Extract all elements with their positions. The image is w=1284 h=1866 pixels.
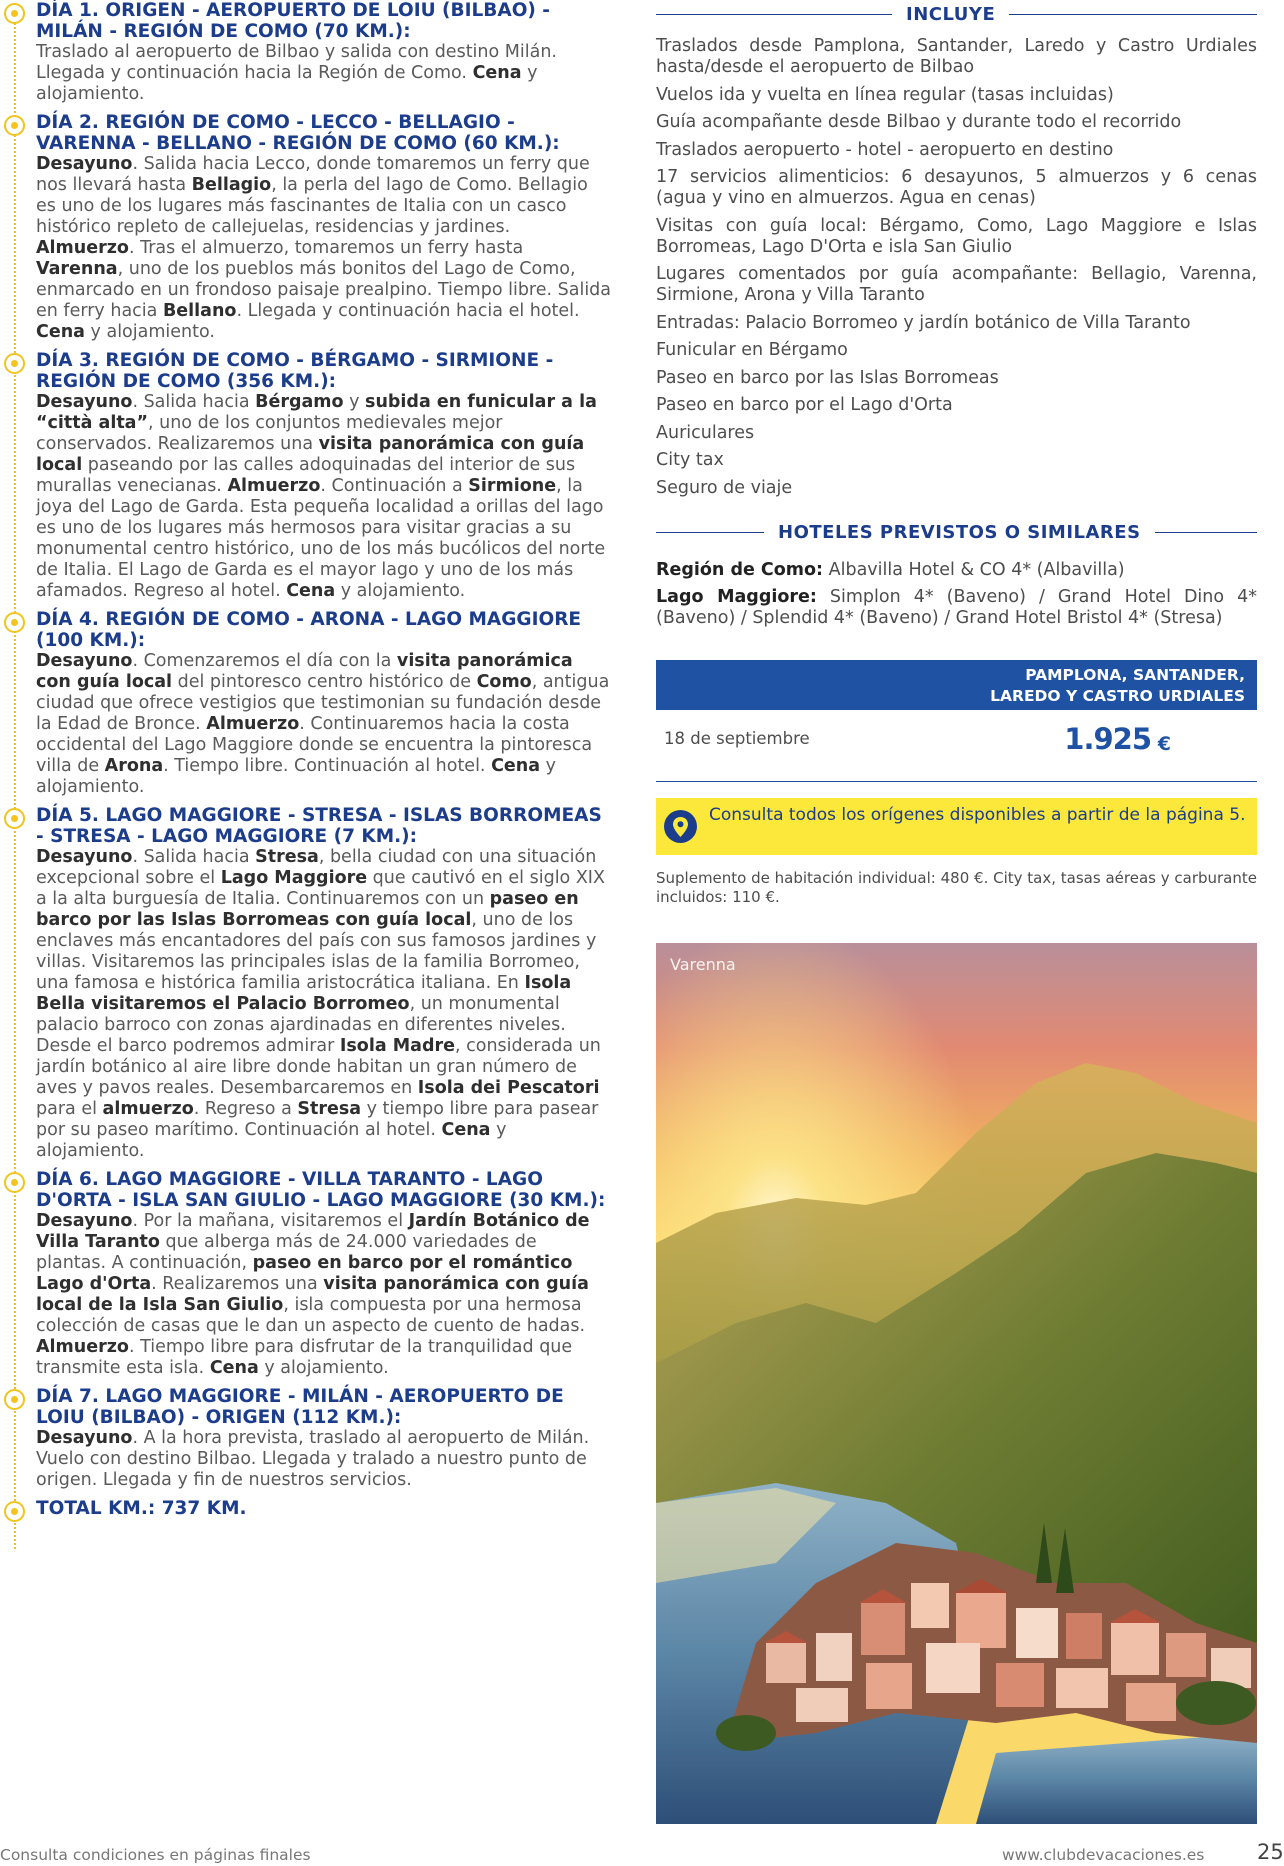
- incluye-item: Visitas con guía local: Bérgamo, Como, Lago Maggiore e Islas Borromeas, Lago D'Orta e isla San Giulio: [656, 215, 1257, 257]
- price-origin-line2: LAREDO Y CASTRO URDIALES: [990, 686, 1245, 705]
- varenna-landscape-image: [656, 943, 1257, 1824]
- day-text-bold: Lago Maggiore: [220, 868, 368, 888]
- day-text-bold: Isola dei Pescatori: [417, 1078, 600, 1098]
- itinerary-day: [0, 805, 612, 1162]
- day-text-bold: Bérgamo: [255, 392, 344, 412]
- day-text-bold: Cena: [491, 756, 541, 776]
- day-text-bold: Almuerzo: [227, 476, 321, 496]
- day-title: DÍA 5. LAGO MAGGIORE - STRESA - ISLAS BORROMEAS - STRESA - LAGO MAGGIORE (7 KM.):: [36, 805, 602, 847]
- itinerary-column: [0, 0, 612, 1526]
- day-text-segment: , un monumental palacio barroco con zonas ajardinadas en diferentes niveles. Desde el barco podremos admirar: [36, 994, 566, 1056]
- day-text-bold: Desayuno: [36, 847, 133, 867]
- day-marker-icon: [4, 1389, 25, 1410]
- varenna-photo: [656, 943, 1257, 1824]
- day-description: [36, 154, 612, 343]
- day-text-segment: , la perla del lago de Como. Bellagio es uno de los lugares más fascinantes de Italia con un casco histórico repleto de callejuelas, residencias y jardines.: [36, 175, 588, 237]
- day-text-bold: Desayuno: [36, 651, 133, 671]
- day-text-bold: Desayuno: [36, 1428, 133, 1448]
- footer-conditions: Consulta condiciones en páginas finales: [0, 1846, 311, 1864]
- day-text-segment: . Realizaremos una: [151, 1274, 324, 1294]
- hotel-list: [656, 560, 1257, 629]
- incluye-item: Auriculares: [656, 422, 755, 443]
- day-text-segment: , uno de los pueblos más bonitos del Lago de Como, enmarcado en un frondoso paisaje prealpino. Tiempo libre. Salida en ferry hacia: [36, 259, 612, 321]
- day-text-bold: Almuerzo: [36, 1337, 129, 1357]
- photo-caption: Varenna: [670, 954, 736, 974]
- day-text-segment: y alojamiento.: [84, 322, 215, 342]
- day-text-segment: , uno de los conjuntos medievales mejor conservados. Realizaremos una: [36, 413, 503, 454]
- day-text-bold: Como: [476, 672, 532, 692]
- day-text-bold: Stresa: [297, 1099, 362, 1119]
- day-text-segment: . Tiempo libre para disfrutar de la tranquilidad que transmite esta isla.: [36, 1337, 573, 1378]
- day-text-bold: Desayuno: [36, 1211, 133, 1231]
- hoteles-header: [656, 520, 1257, 546]
- day-text-bold: paseo en barco por el romántico Lago d'Orta: [36, 1253, 573, 1294]
- incluye-item: 17 servicios alimenticios: 6 desayunos, 5 almuerzos y 6 cenas (agua y vino en almuerzos. Agua en cenas): [656, 167, 1257, 208]
- day-text-segment: , considerada un jardín botánico al aire libre donde habitan un gran número de aves y pavos reales. Desembarcaremos en: [36, 1036, 601, 1098]
- day-text-segment: que alberga más de 24.000 variedades de plantas. A continuación,: [36, 1232, 537, 1273]
- incluye-item: Paseo en barco por las Islas Borromeas: [656, 367, 999, 388]
- day-text-bold: Desayuno: [36, 154, 133, 174]
- day-text-segment: que cautivó en el siglo XIX a la alta burguesía de Italia. Continuaremos con un: [36, 868, 605, 909]
- day-marker-icon: [4, 353, 25, 374]
- day-text-bold: paseo en barco por las Islas Borromeas con guía local: [36, 889, 579, 930]
- hotel-names: Simplon 4* (Baveno) / Grand Hotel Dino 4* (Baveno) / Splendid 4* (Baveno) / Grand Hotel Bristol 4* (Stresa): [656, 586, 1257, 628]
- day-text-segment: y: [343, 392, 366, 412]
- hoteles-title: HOTELES PREVISTOS O SIMILARES: [764, 520, 1155, 546]
- day-text-segment: . Regreso a: [193, 1099, 298, 1119]
- day-text-bold: Stresa: [255, 847, 319, 867]
- day-title: DÍA 4. REGIÓN DE COMO - ARONA - LAGO MAGGIORE (100 KM.):: [36, 609, 582, 651]
- day-text-bold: visita panorámica con guía local: [36, 651, 573, 692]
- day-text-bold: Cena: [472, 63, 522, 83]
- day-text-bold: Cena: [441, 1120, 491, 1140]
- day-text-segment: . Salida hacia Lecco, donde tomaremos un ferry que nos llevará hasta: [36, 154, 590, 195]
- day-text-segment: , antigua ciudad que ofrece vestigios que testimonian su fundación desde la Edad de Bronce.: [36, 672, 610, 734]
- day-text-segment: del pintoresco centro histórico de: [172, 672, 477, 692]
- day-text-segment: , uno de los enclaves más encantadores del país con sus famosos jardines y villas. Visitaremos las principales islas de la familia Borromeo, una famosa e histórica familia aristocrática italiana. En: [36, 910, 597, 993]
- day-text-bold: Cena: [36, 322, 85, 342]
- location-pin-icon: [664, 810, 697, 843]
- day-description: [36, 847, 612, 1162]
- day-marker-icon: [4, 612, 25, 633]
- consult-origins-text: Consulta todos los orígenes disponibles a partir de la página 5.: [709, 804, 1246, 825]
- day-text-segment: y tiempo libre para pasear por su paseo marítimo. Continuación al hotel.: [36, 1099, 599, 1140]
- day-text-bold: Bellano: [162, 301, 237, 321]
- day-text-segment: y alojamiento.: [36, 1120, 507, 1161]
- day-text-segment: . Llegada y continuación hacia el hotel.: [236, 301, 580, 321]
- day-marker-icon: [4, 1501, 25, 1522]
- incluye-list: [656, 36, 1257, 499]
- day-text-bold: Desayuno: [36, 392, 133, 412]
- day-description: [36, 392, 612, 602]
- day-text-bold: Arona: [104, 756, 164, 776]
- day-description: [36, 1428, 612, 1491]
- consult-origins-banner: [656, 798, 1257, 855]
- itinerary-day: [0, 609, 612, 798]
- day-text-segment: Traslado al aeropuerto de Bilbao y salida con destino Milán. Llegada y continuación hacia la Región de Como.: [36, 42, 557, 83]
- day-text-segment: . Salida hacia: [132, 847, 256, 867]
- price-currency: €: [1157, 732, 1171, 755]
- hotel-names: Albavilla Hotel & CO 4* (Albavilla): [823, 559, 1125, 580]
- day-text-bold: visita panorámica con guía local de la Isla San Giulio: [36, 1274, 589, 1315]
- hotel-region: Región de Como:: [656, 559, 824, 580]
- day-text-bold: Sirmione: [468, 476, 557, 496]
- page-number: 25: [1257, 1840, 1284, 1864]
- itinerary-day: [0, 1498, 612, 1519]
- incluye-item: Vuelos ida y vuelta en línea regular (tasas incluidas): [656, 84, 1114, 105]
- incluye-item: Guía acompañante desde Bilbao y durante todo el recorrido: [656, 112, 1182, 132]
- day-text-bold: Almuerzo: [36, 238, 129, 258]
- day-text-segment: , bella ciudad con una situación excepcional sobre el: [36, 847, 597, 888]
- day-text-bold: Bellagio: [191, 175, 272, 195]
- day-text-bold: Almuerzo: [206, 714, 300, 734]
- itinerary-day: [0, 1169, 612, 1379]
- day-text-segment: , la joya del Lago de Garda. Esta pequeña localidad a orillas del lago es uno de los lugares más hermosos para visitar gracias a su monumental centro histórico, uno de los más bucólicos del norte de Italia. El Lago de Garda es el mayor lago y uno de los más afamados. Regreso al hotel.: [36, 476, 606, 601]
- footer-url[interactable]: www.clubdevacaciones.es: [1002, 1846, 1205, 1864]
- day-description: [36, 42, 612, 105]
- itinerary-day: [0, 112, 612, 343]
- hotel-entry: [656, 587, 1257, 629]
- itinerary-day: [0, 350, 612, 602]
- day-text-bold: almuerzo: [102, 1099, 194, 1119]
- day-marker-icon: [4, 3, 25, 24]
- day-text-bold: Cena: [209, 1358, 259, 1378]
- incluye-title: INCLUYE: [892, 2, 1009, 28]
- day-text-bold: Isola Madre: [339, 1036, 455, 1056]
- day-title: TOTAL KM.: 737 KM.: [36, 1498, 247, 1519]
- day-text-bold: Jardín Botánico de Villa Taranto: [36, 1211, 590, 1252]
- incluye-header: [656, 2, 1257, 28]
- day-text-segment: . Por la mañana, visitaremos el: [132, 1211, 409, 1231]
- incluye-item: Paseo en barco por el Lago d'Orta: [656, 395, 953, 415]
- info-column: [656, 0, 1257, 1824]
- price-box: [656, 660, 1257, 782]
- itinerary-day: [0, 0, 612, 105]
- itinerary-days: [0, 0, 612, 1519]
- day-text-segment: y alojamiento.: [335, 581, 466, 601]
- day-text-segment: . Salida hacia: [132, 392, 256, 412]
- day-marker-icon: [4, 808, 25, 829]
- day-description: [36, 1211, 612, 1379]
- day-title: DÍA 2. REGIÓN DE COMO - LECCO - BELLAGIO - VARENNA - BELLANO - REGIÓN DE COMO (60 KM.):: [36, 112, 560, 154]
- day-text-segment: . Continuaremos hacia la costa occidental del Lago Maggiore donde se encuentra la pintoresca villa de: [36, 714, 593, 776]
- day-text-segment: paseando por las calles adoquinadas del interior de sus murallas venecianas.: [36, 455, 576, 496]
- incluye-item: Seguro de viaje: [656, 477, 793, 498]
- day-text-segment: . Comenzaremos el día con la: [132, 651, 397, 671]
- hotel-entry: [656, 560, 1257, 581]
- day-text-segment: , isla compuesta por una hermosa colección de casas que le dan un aspecto de cuento de hadas.: [36, 1295, 586, 1336]
- day-text-segment: y alojamiento.: [258, 1358, 389, 1378]
- day-text-segment: . Tras el almuerzo, tomaremos un ferry hasta: [128, 238, 524, 258]
- day-marker-icon: [4, 1172, 25, 1193]
- incluye-item: Lugares comentados por guía acompañante: Bellagio, Varenna, Sirmione, Arona y Villa Taranto: [656, 264, 1257, 305]
- price-row: [656, 710, 1257, 782]
- price-origin-line1: PAMPLONA, SANTANDER,: [1025, 665, 1245, 684]
- incluye-item: City tax: [656, 450, 724, 470]
- day-title: DÍA 3. REGIÓN DE COMO - BÉRGAMO - SIRMIONE - REGIÓN DE COMO (356 KM.):: [36, 350, 554, 392]
- incluye-item: Entradas: Palacio Borromeo y jardín botánico de Villa Taranto: [656, 312, 1191, 333]
- day-marker-icon: [4, 115, 25, 136]
- day-text-segment: . Tiempo libre. Continuación al hotel.: [163, 756, 492, 776]
- day-text-segment: . Continuación a: [320, 476, 469, 496]
- day-description: [36, 651, 612, 798]
- day-title: DÍA 1. ORIGEN - AEROPUERTO DE LOIU (BILBAO) - MILÁN - REGIÓN DE COMO (70 KM.):: [36, 0, 550, 42]
- supplement-note: Suplemento de habitación individual: 480 €. City tax, tasas aéreas y carburante incluidos: 110 €.: [656, 868, 1257, 906]
- day-text-bold: Isola Bella visitaremos el Palacio Borromeo: [36, 973, 572, 1014]
- day-title: DÍA 7. LAGO MAGGIORE - MILÁN - AEROPUERTO DE LOIU (BILBAO) - ORIGEN (112 KM.):: [36, 1386, 564, 1428]
- day-text-segment: y alojamiento.: [36, 63, 538, 104]
- price-origin-header: [656, 660, 1257, 710]
- day-text-segment: y alojamiento.: [36, 756, 556, 797]
- day-title: DÍA 6. LAGO MAGGIORE - VILLA TARANTO - LAGO D'ORTA - ISLA SAN GIULIO - LAGO MAGGIORE (30 KM.):: [36, 1169, 606, 1211]
- day-text-bold: Varenna: [36, 259, 118, 279]
- day-text-segment: . A la hora prevista, traslado al aeropuerto de Milán. Vuelo con destino Bilbao. Llegada y tralado a nuestro punto de origen. Llegada y fin de nuestros servicios.: [36, 1428, 590, 1490]
- incluye-item: Traslados desde Pamplona, Santander, Laredo y Castro Urdiales hasta/desde el aeropuerto de Bilbao: [656, 36, 1257, 77]
- hotel-region: Lago Maggiore:: [656, 586, 817, 607]
- day-text-bold: Cena: [286, 581, 336, 601]
- day-text-bold: visita panorámica con guía local: [36, 434, 585, 475]
- day-text-bold: subida en funicular a la “città alta”: [36, 392, 597, 433]
- incluye-item: Traslados aeropuerto - hotel - aeropuerto en destino: [656, 139, 1114, 160]
- itinerary-day: [0, 1386, 612, 1491]
- price-date: 18 de septiembre: [664, 728, 810, 748]
- day-text-segment: para el: [36, 1099, 103, 1119]
- incluye-item: Funicular en Bérgamo: [656, 340, 848, 360]
- price-amount: 1.925: [1064, 721, 1151, 756]
